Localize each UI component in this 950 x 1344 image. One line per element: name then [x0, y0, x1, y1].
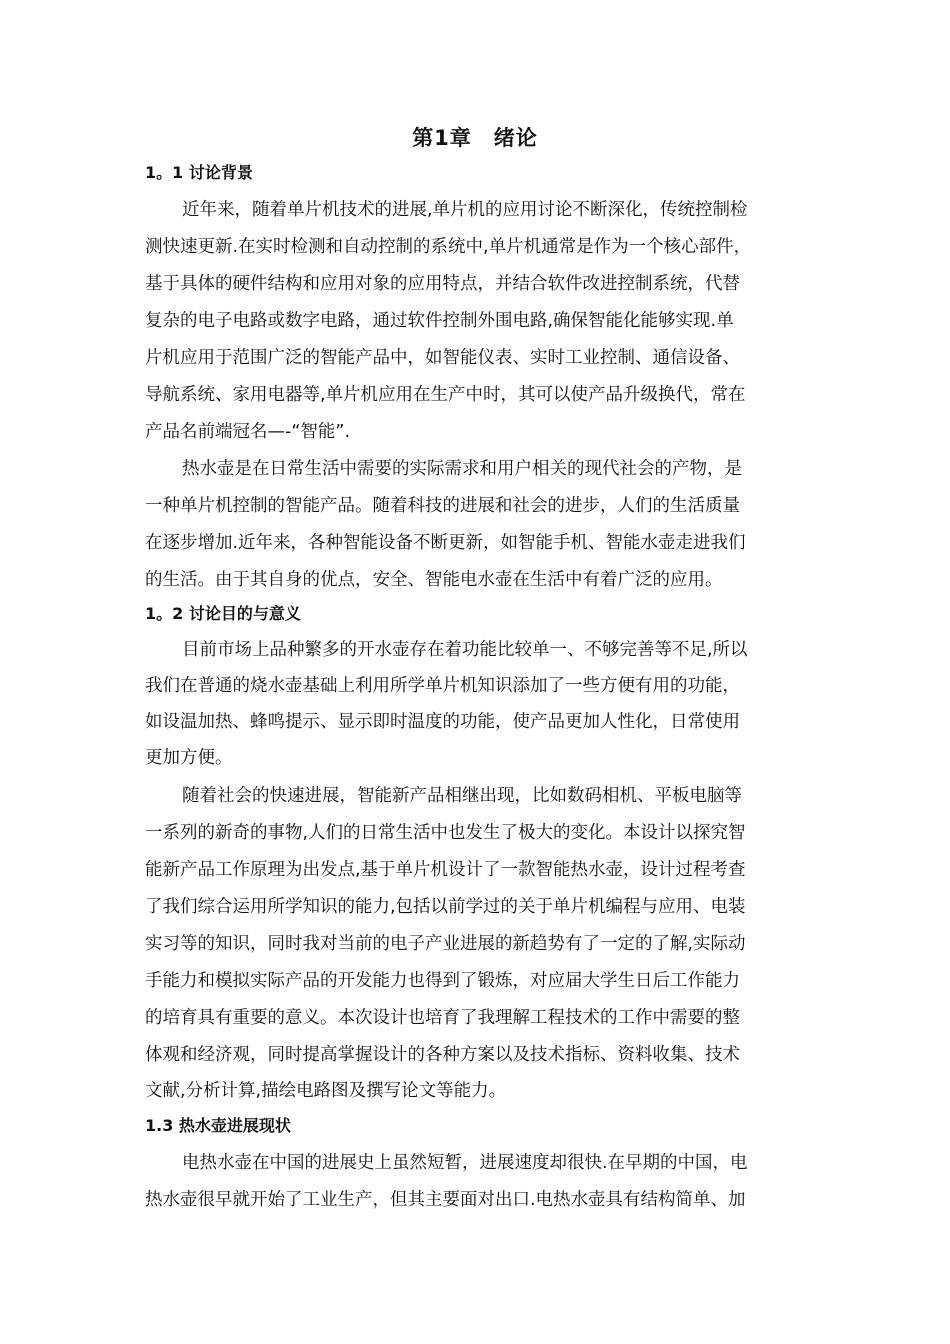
- paragraph-line: 热水壶很早就开始了工业生产，但其主要面对出口.电热水壶具有结构简单、加: [145, 1190, 746, 1210]
- paragraph-line: 电热水壶在中国的进展史上虽然短暂，进展速度却很快.在早期的中国，电: [182, 1153, 748, 1173]
- paragraph-line: 手能力和模拟实际产品的开发能力也得到了锻炼，对应届大学生日后工作能力: [145, 971, 740, 991]
- paragraph-line: 体观和经济观，同时提高掌握设计的各种方案以及技术指标、资料收集、技术: [145, 1045, 740, 1065]
- paragraph-line: 近年来，随着单片机技术的进展,单片机的应用讨论不断深化，传统控制检: [182, 200, 748, 220]
- section-heading-1-2: 1。2 讨论目的与意义: [145, 604, 301, 623]
- paragraph-line: 测快速更新.在实时检测和自动控制的系统中,单片机通常是作为一个核心部件，: [145, 237, 752, 257]
- paragraph-line: 片机应用于范围广泛的智能产品中，如智能仪表、实时工业控制、通信设备、: [145, 348, 740, 368]
- section-heading-1-1: 1。1 讨论背景: [145, 163, 253, 182]
- paragraph-line: 一系列的新奇的事物,人们的日常生活中也发生了极大的变化。本设计以探究智: [145, 823, 746, 843]
- paragraph-line: 实习等的知识，同时我对当前的电子产业进展的新趋势有了一定的了解,实际动: [145, 934, 746, 954]
- paragraph-line: 随着社会的快速进展，智能新产品相继出现，比如数码相机、平板电脑等: [182, 786, 742, 806]
- paragraph-line: 产品名前端冠名—-“智能”.: [145, 422, 351, 442]
- paragraph-line: 在逐步增加.近年来，各种智能设备不断更新，如智能手机、智能水壶走进我们: [145, 533, 746, 553]
- paragraph-line: 能新产品工作原理为出发点,基于单片机设计了一款智能热水壶，设计过程考查: [145, 860, 746, 880]
- paragraph-line: 热水壶是在日常生活中需要的实际需求和用户相关的现代社会的产物，是: [182, 459, 742, 479]
- paragraph-line: 如设温加热、蜂鸣提示、显示即时温度的功能，使产品更加人性化，日常使用: [145, 712, 740, 732]
- paragraph-line: 的生活。由于其自身的优点，安全、智能电水壶在生活中有着广泛的应用。: [145, 570, 723, 590]
- paragraph-line: 一种单片机控制的智能产品。随着科技的进展和社会的进步，人们的生活质量: [145, 496, 740, 516]
- paragraph-line: 更加方便。: [145, 748, 233, 768]
- paragraph-line: 文献,分析计算,描绘电路图及撰写论文等能力。: [145, 1081, 507, 1101]
- paragraph-line: 我们在普通的烧水壶基础上利用所学单片机知识添加了一些方便有用的功能，: [145, 676, 740, 696]
- paragraph-line: 的培育具有重要的意义。本次设计也培育了我理解工程技术的工作中需要的整: [145, 1008, 740, 1028]
- section-heading-1-3: 1.3 热水壶进展现状: [145, 1116, 291, 1135]
- chapter-title: 第1章 绪论: [412, 126, 538, 150]
- paragraph-line: 了我们综合运用所学知识的能力,包括以前学过的关于单片机编程与应用、电装: [145, 897, 746, 917]
- paragraph-line: 复杂的电子电路或数字电路，通过软件控制外围电路,确保智能化能够实现.单: [145, 311, 734, 331]
- paragraph-line: 目前市场上品种繁多的开水壶存在着功能比较单一、不够完善等不足,所以: [182, 640, 748, 660]
- paragraph-line: 基于具体的硬件结构和应用对象的应用特点，并结合软件改进控制系统，代替: [145, 274, 740, 294]
- paragraph-line: 导航系统、家用电器等,单片机应用在生产中时，其可以使产品升级换代，常在: [145, 385, 746, 405]
